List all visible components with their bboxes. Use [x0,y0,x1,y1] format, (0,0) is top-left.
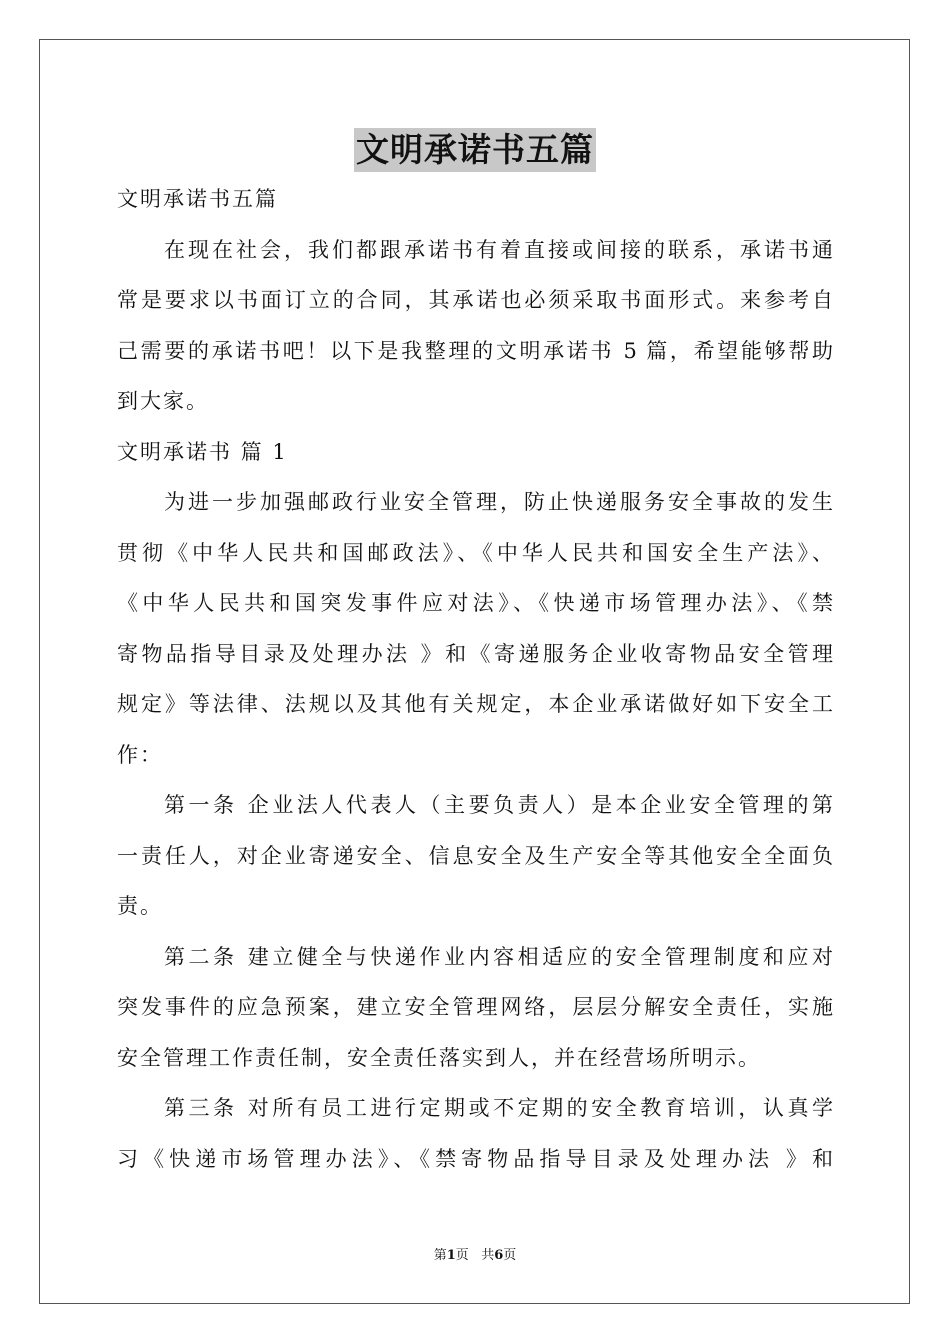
text-line: 贯彻《中华人民共和国邮政法》、《中华人民共和国安全生产法》、 [117,540,833,565]
text-line: 作： [117,742,163,767]
text-line: 为进一步加强邮政行业安全管理，防止快递服务安全事故的发生 [164,490,833,514]
text-line: 一责任人，对企业寄递安全、信息安全及生产安全等其他安全全面负 [117,843,833,868]
document-title: 文明承诺书五篇 [354,128,596,172]
text-line: 第三条 对所有员工进行定期或不定期的安全教育培训，认真学 [164,1096,833,1120]
footer-page-total: 6 [494,1248,504,1263]
text-line: 到大家。 [117,389,209,413]
text-line: 文明承诺书 篇 1 [117,439,288,464]
text-line: 文明承诺书五篇 [117,187,278,211]
text-line: 第二条 建立健全与快递作业内容相适应的安全管理制度和应对 [164,944,833,969]
document-body [117,174,833,1184]
title-container [0,128,950,172]
footer-page-suffix: 页 [455,1248,469,1263]
text-line: 安全管理工作责任制，安全责任落实到人，并在经营场所明示。 [117,1045,761,1070]
footer-page-current: 1 [446,1248,456,1263]
footer-total-suffix: 页 [503,1248,517,1263]
text-line: 责。 [117,894,163,918]
text-line: 常是要求以书面订立的合同，其承诺也必须采取书面形式。来参考自 [117,288,833,312]
text-line: 突发事件的应急预案，建立安全管理网络，层层分解安全责任，实施 [117,995,833,1019]
footer-total-prefix: 共 [481,1248,495,1263]
text-line: 第一条 企业法人代表人（主要负责人）是本企业安全管理的第 [164,793,833,817]
text-line: 习《快递市场管理办法》、《禁寄物品指导目录及处理办法 》和 [117,1146,833,1171]
text-line: 在现在社会，我们都跟承诺书有着直接或间接的联系，承诺书通 [164,237,833,262]
text-line: 规定》等法律、法规以及其他有关规定，本企业承诺做好如下安全工 [117,692,833,716]
text-line: 己需要的承诺书吧！以下是我整理的文明承诺书 5 篇，希望能够帮助 [117,338,833,363]
page-footer [0,1247,950,1265]
text-line: 《中华人民共和国突发事件应对法》、《快递市场管理办法》、《禁 [117,591,833,615]
footer-page-prefix: 第 [433,1248,447,1263]
text-line: 寄物品指导目录及处理办法 》和《寄递服务企业收寄物品安全管理 [117,641,833,666]
